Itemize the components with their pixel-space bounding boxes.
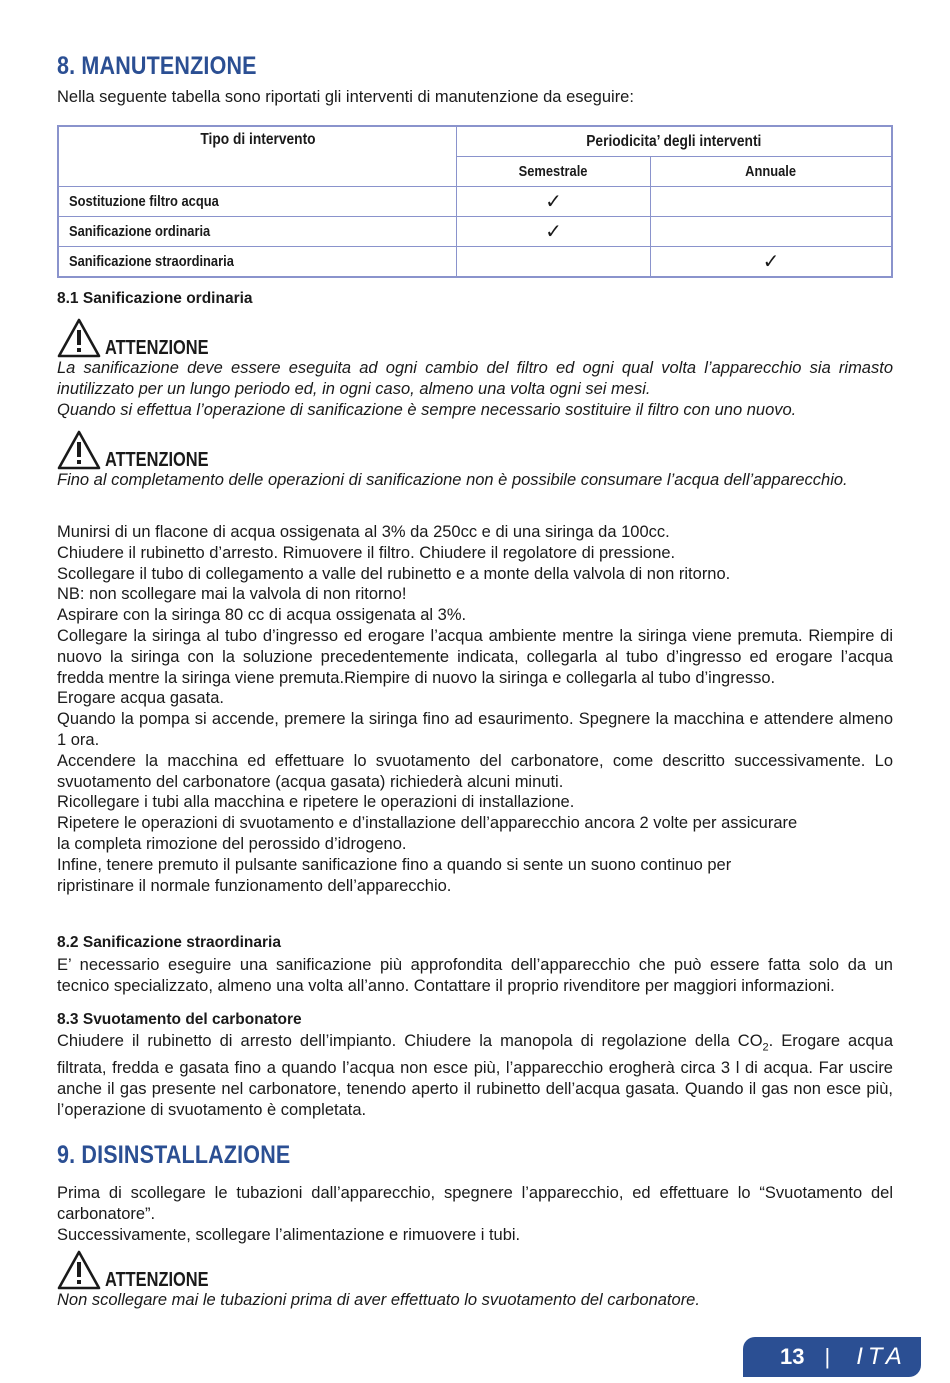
subsection-8-2-title: 8.2 Sanificazione straordinaria [57,934,281,951]
table-row [58,217,892,247]
warning-text: Fino al completamento delle operazioni di sanificazione non è possibile consumare l’acqua dell’apparecchio. [57,471,848,489]
subsection-8-3-title: 8.3 Svuotamento del carbonatore [57,1011,302,1028]
step-text: Ricollegare i tubi alla macchina e ripetere le operazioni di installazione. [57,793,575,812]
subsection-8-2-text [57,955,893,997]
warning-text: La sanificazione deve essere eseguita ad ogni cambio del filtro ed ogni qual volta l’apparecchio sia rimasto inutilizzato per un lungo periodo ed, in ogni caso, almeno una volta ogni sei mesi. [57,359,893,398]
section-8-intro: Nella seguente tabella sono riportati gli interventi di manutenzione da eseguire: [57,88,634,106]
step-text: Ripetere le operazioni di svuotamento e d’installazione dell’apparecchio ancora 2 volte per assicurare [57,814,798,833]
warning-triangle-icon [57,430,101,470]
section-9-title: 9. DISINSTALLAZIONE [57,1141,291,1169]
warning-block-3 [57,1248,893,1311]
step-text: Infine, tenere premuto il pulsante sanificazione fino a quando si sente un suono continuo per [57,855,732,874]
step-text: Scollegare il tubo di collegamento a valle del rubinetto e a monte della valvola di non ritorno. [57,564,731,583]
footer-separator: | [824,1344,831,1369]
step-text: Erogare acqua gasata. [57,689,224,708]
warning-title: ATTENZIONE [105,337,209,359]
warning-text: Non scollegare mai le tubazioni prima di aver effettuato lo svuotamento del carbonatore. [57,1291,700,1309]
step-text: NB: non scollegare mai la valvola di non ritorno! [57,585,407,604]
row-annual-cell [651,217,893,247]
page-number: 13 [780,1344,805,1369]
check-icon: ✓ [457,217,651,247]
step-text: Accendere la macchina ed effettuare lo svuotamento del carbonatore, come descritto successivamente. Lo svuotamento del carbonatore (acqua gasata) richiederà alcuni minuti. [57,751,893,791]
step-text: Chiudere il rubinetto d’arresto. Rimuovere il filtro. Chiudere il regolatore di pressione. [57,543,676,562]
row-label: Sanificazione ordinaria [58,217,457,247]
section-8-title: 8. MANUTENZIONE [57,52,257,80]
sanitization-steps [57,522,893,896]
row-semester-cell [457,247,651,278]
table-header-period: Periodicita’ degli interventi [457,126,893,157]
table-row [58,187,892,217]
warning-triangle-icon [57,1250,101,1290]
warning-block-1 [57,316,893,421]
paragraph: Chiudere il rubinetto di arresto dell’impianto. Chiudere la manopola di regolazione della $CO_2$. Erogare acqua filtrata, fredda e gasata fino a quando l’acqua non esce più, l’apparecchio erogherà circa 3 l di acqua. Far uscire anche il gas presente nel carbonatore, tenendo aperto il rubinetto dell’acqua gasata. Quando il gas non esce più, l’operazione di svuotamento è completata. [57,1032,893,1119]
subsection-8-1-title: 8.1 Sanificazione ordinaria [57,290,253,307]
paragraph: Prima di scollegare le tubazioni dall’apparecchio, spegnere l’apparecchio, ed effettuare lo “Svuotamento del carbonatore”. [57,1184,893,1223]
step-text: ripristinare il normale funzionamento dell’apparecchio. [57,876,452,895]
warning-title: ATTENZIONE [105,449,209,471]
step-text: Aspirare con la siringa 80 cc di acqua ossigenata al 3%. [57,606,467,625]
paragraph: E’ necessario eseguire una sanificazione più approfondita dell’apparecchio che può essere fatta solo da un tecnico specializzato, almeno una volta all’anno. Contattare il proprio rivenditore per maggiori informazioni. [57,956,893,995]
check-icon: ✓ [651,247,893,278]
paragraph: Successivamente, scollegare l’alimentazione e rimuovere i tubi. [57,1225,521,1244]
table-header-annuale: Annuale [651,157,893,187]
warning-block-2 [57,428,893,491]
step-text: Munirsi di un flacone di acqua ossigenata al 3% da 250cc e di una siringa da 100cc. [57,523,670,541]
step-text: Quando la pompa si accende, premere la siringa fino ad esaurimento. Spegnere la macchina e attendere almeno 1 ora. [57,710,893,749]
warning-triangle-icon [57,318,101,358]
subsection-8-3-text [57,1031,893,1120]
step-text: Collegare la siringa al tubo d’ingresso ed erogare l’acqua ambiente mentre la siringa viene premuta. Riempire di nuovo la siringa con la soluzione precedentemente indicata, collegarla al tubo d’ingresso ed erogare l’acqua fredda mentre la siringa viene premuta.Riempire di nuovo la siringa e collegarla al tubo d’ingresso. [57,626,893,687]
row-label: Sostituzione filtro acqua [58,187,457,217]
section-9-text [57,1183,893,1245]
warning-text: Quando si effettua l’operazione di sanificazione è sempre necessario sostituire il filtro con uno nuovo. [57,401,797,419]
step-text: la completa rimozione del perossido d’idrogeno. [57,834,407,853]
language-label: ITA [856,1343,907,1370]
row-label: Sanificazione straordinaria [58,247,457,278]
table-header-semestrale: Semestrale [457,157,651,187]
table-header-type: Tipo di intervento [58,126,457,187]
warning-title: ATTENZIONE [105,1269,209,1291]
page-footer-badge [743,1337,921,1377]
table-row [58,247,892,278]
maintenance-table [57,125,893,278]
check-icon: ✓ [457,187,651,217]
row-annual-cell [651,187,893,217]
